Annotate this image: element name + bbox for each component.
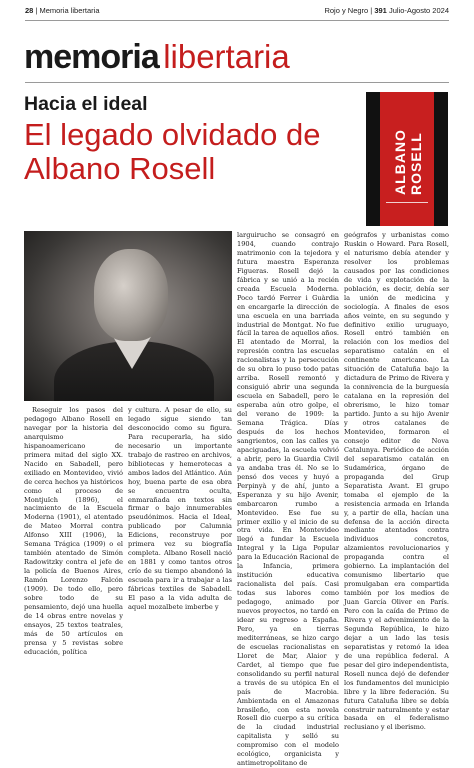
section-masthead (24, 37, 290, 77)
article-column-2 (128, 406, 232, 612)
section-name: Memoria libertaria (39, 6, 100, 15)
column-4-text: geógrafos y urbanistas como Ruskin o Howard. Para Rosell, el naturismo debía atender y resolver los problemas causados por las condiciones de vida y explotación de la población, es decir, debía ser la unión de medicina y sociología. A finales de esos años veinte, en su segundo y definitivo exilio uruguayo, Rosell entró también en relación con los medios del separatismo catalán en el continente americano. La situación de Cataluña bajo la dictadura de Primo de Rivera y la connivencia de la burguesía catalana en la represión del obrerismo, le hizo tomar partido. Junto a su hijo Avenir y otros catalanes de Montevideo, formaron el consejo editor de Nova Catalunya. Periódico de acción del separatismo catalán en Sudamérica, órgano de propaganda del Grup Separatista Avant. El grupo tomaba el ejemplo de la resistencia armada en Irlanda y, a partir de ella, hacían una defensa de la acción directa mediante atentados contra individuos concretos, alzamientos revolucionarios y propaganda contra el gobierno. La implantación del comunismo libertario que promulgaban era compartida también por los medios de Juan García Oliver en París. Pero con la caída de Primo de Rivera y el advenimiento de la Segunda República, le hizo dejar a un lado las tesis separatistas y retomó la idea de una república federal. A pesar del giro independentista, Rosell nunca dejó de defender los fundamentos del municipio libre y la libre federación. Su futura Cataluña libre se debía construir naturalmente y estar basada en el federalismo reclusiano y el iberismo. (344, 231, 449, 732)
article-column-4 (344, 231, 449, 732)
masthead-word-memoria: memoria (24, 38, 159, 76)
article-column-3 (237, 231, 339, 768)
column-2-text: y cultura. A pesar de ello, su legado sigue siendo tan desconocido como su figura. Para recuperarla, ha sido necesario un importante trabajo de rastreo en archivos, bibliotecas y hemerotecas a ambos lados del Atlántico. Aún hoy, buena parte de esa obra se encuentra oculta, enmarañada en textos sin firmar o bajo innumerables pseudónimos. Hacia el Ideal, publicado por Calumnia Edicions, reconstruye por primera vez su biografía completa. Albano Rosell nació en 1881 y como tantos otros crío de su tiempo abandonó la escuela para ir a trabajar a las fábricas textiles de Sabadell. El paso a la vida adulta de aquel mozalbete imberbe y (128, 406, 232, 611)
column-1-text: Reseguir los pasos del pedagogo Albano Rosell en navegar por la historia del anarquismo hispanoamericano de primera mitad del siglo XX. Nacido en Sabadell, pero exiliado en Montevideo, vivió de cerca hechos ya históricos como el proceso de Montjuïch (1896), el nacimiento de la Escuela Moderna (1901), el atentado de Mateo Morral contra Alfonso XIII (1906), la Semana Trágica (1909) o el también atentado de Simón Radowitzky contra el jefe de la policía de Buenos Aires, Ramón Lorenzo Falcón (1909). De todo ello, pero sobre todo de su pensamiento, dejó una huella de 14 obras entre novelas y ensayos, 25 textos teatrales, más de 50 artículos en prensa y 5 revistas sobre educación, política (24, 406, 123, 656)
column-3-text: larguirucho se consagró en 1904, cuando contrajo matrimonio con la tejedora y futura maestra Esperanza Figueras. Rosell dejó la fábrica y se unió a la recién creada Escuela Moderna. Poco tardó Ferrer i Guàrdia en encargarle la dirección de una escuela en una barriada industrial de Montgat. No fue fácil la tarea de aquellos años. El atentado de Morral, la represión contra las escuelas racionalistas y la persecución de su obra lo puso todo patas arriba. Rosell remontó y consiguió abrir una segunda escuela en Sabadell, pero le esperaba aún otro golpe, el del verano de 1909: la Semana Trágica. Días después de los hechos sangrientos, con las calles ya apaciguadas, la escuela volvió a abrir, pero la Guardia Civil ya andaba tras él. No se lo pensó dos veces y huyó a Perpinyà y de ahí, junto a Esperanza y su hijo Avenir, embarcaron rumbo a Montevideo. Ese fue su primer exilio y el inicio de su otra vida. En Montevideo llegó a fundar la Escuela Integral y la Liga Popular para la Educación Racional de la Infancia, primera institución educativa racionalista del país. Casi todas sus labores como pedagogo, animado por nuevos proyectos, no tardó en idear su regreso a España. Pero, ya en tierras mediterráneas, se hizo cargo de escuelas racionalistas en Lloret de Mar, Alaior y Cardet, al tiempo que fue consolidando su perfil natural a través de su utópica En el país de Macrobia. Ambientada en el Amazonas brasileño, con esta novela Rosell dio cuerpo a su crítica de la ciudad industrial capitalista y selló su compromiso con el modelo ecológico, organicista y antimetropolitano de (237, 231, 339, 768)
issue-date: Julio-Agosto 2024 (388, 6, 449, 15)
page-number: 28 (25, 6, 34, 15)
article-kicker: Hacia el ideal (24, 93, 148, 115)
publication-name: Rojo y Negro (324, 6, 369, 15)
issue-number: 391 (374, 6, 387, 15)
header-rule (25, 20, 449, 21)
article-column-1 (24, 406, 123, 657)
masthead-rule (25, 82, 449, 83)
article-title: El legado olvidado de Albano Rosell (24, 117, 321, 186)
book-cover-author: ALBANO ROSELL (392, 129, 424, 195)
portrait-photo (24, 231, 232, 401)
book-cover-image (366, 92, 448, 226)
masthead-word-libertaria: libertaria (163, 38, 290, 75)
page-header-right: Rojo y Negro | 391 Julio-Agosto 2024 (324, 6, 449, 15)
page-header-left: 28 | Memoria libertaria (25, 6, 100, 15)
